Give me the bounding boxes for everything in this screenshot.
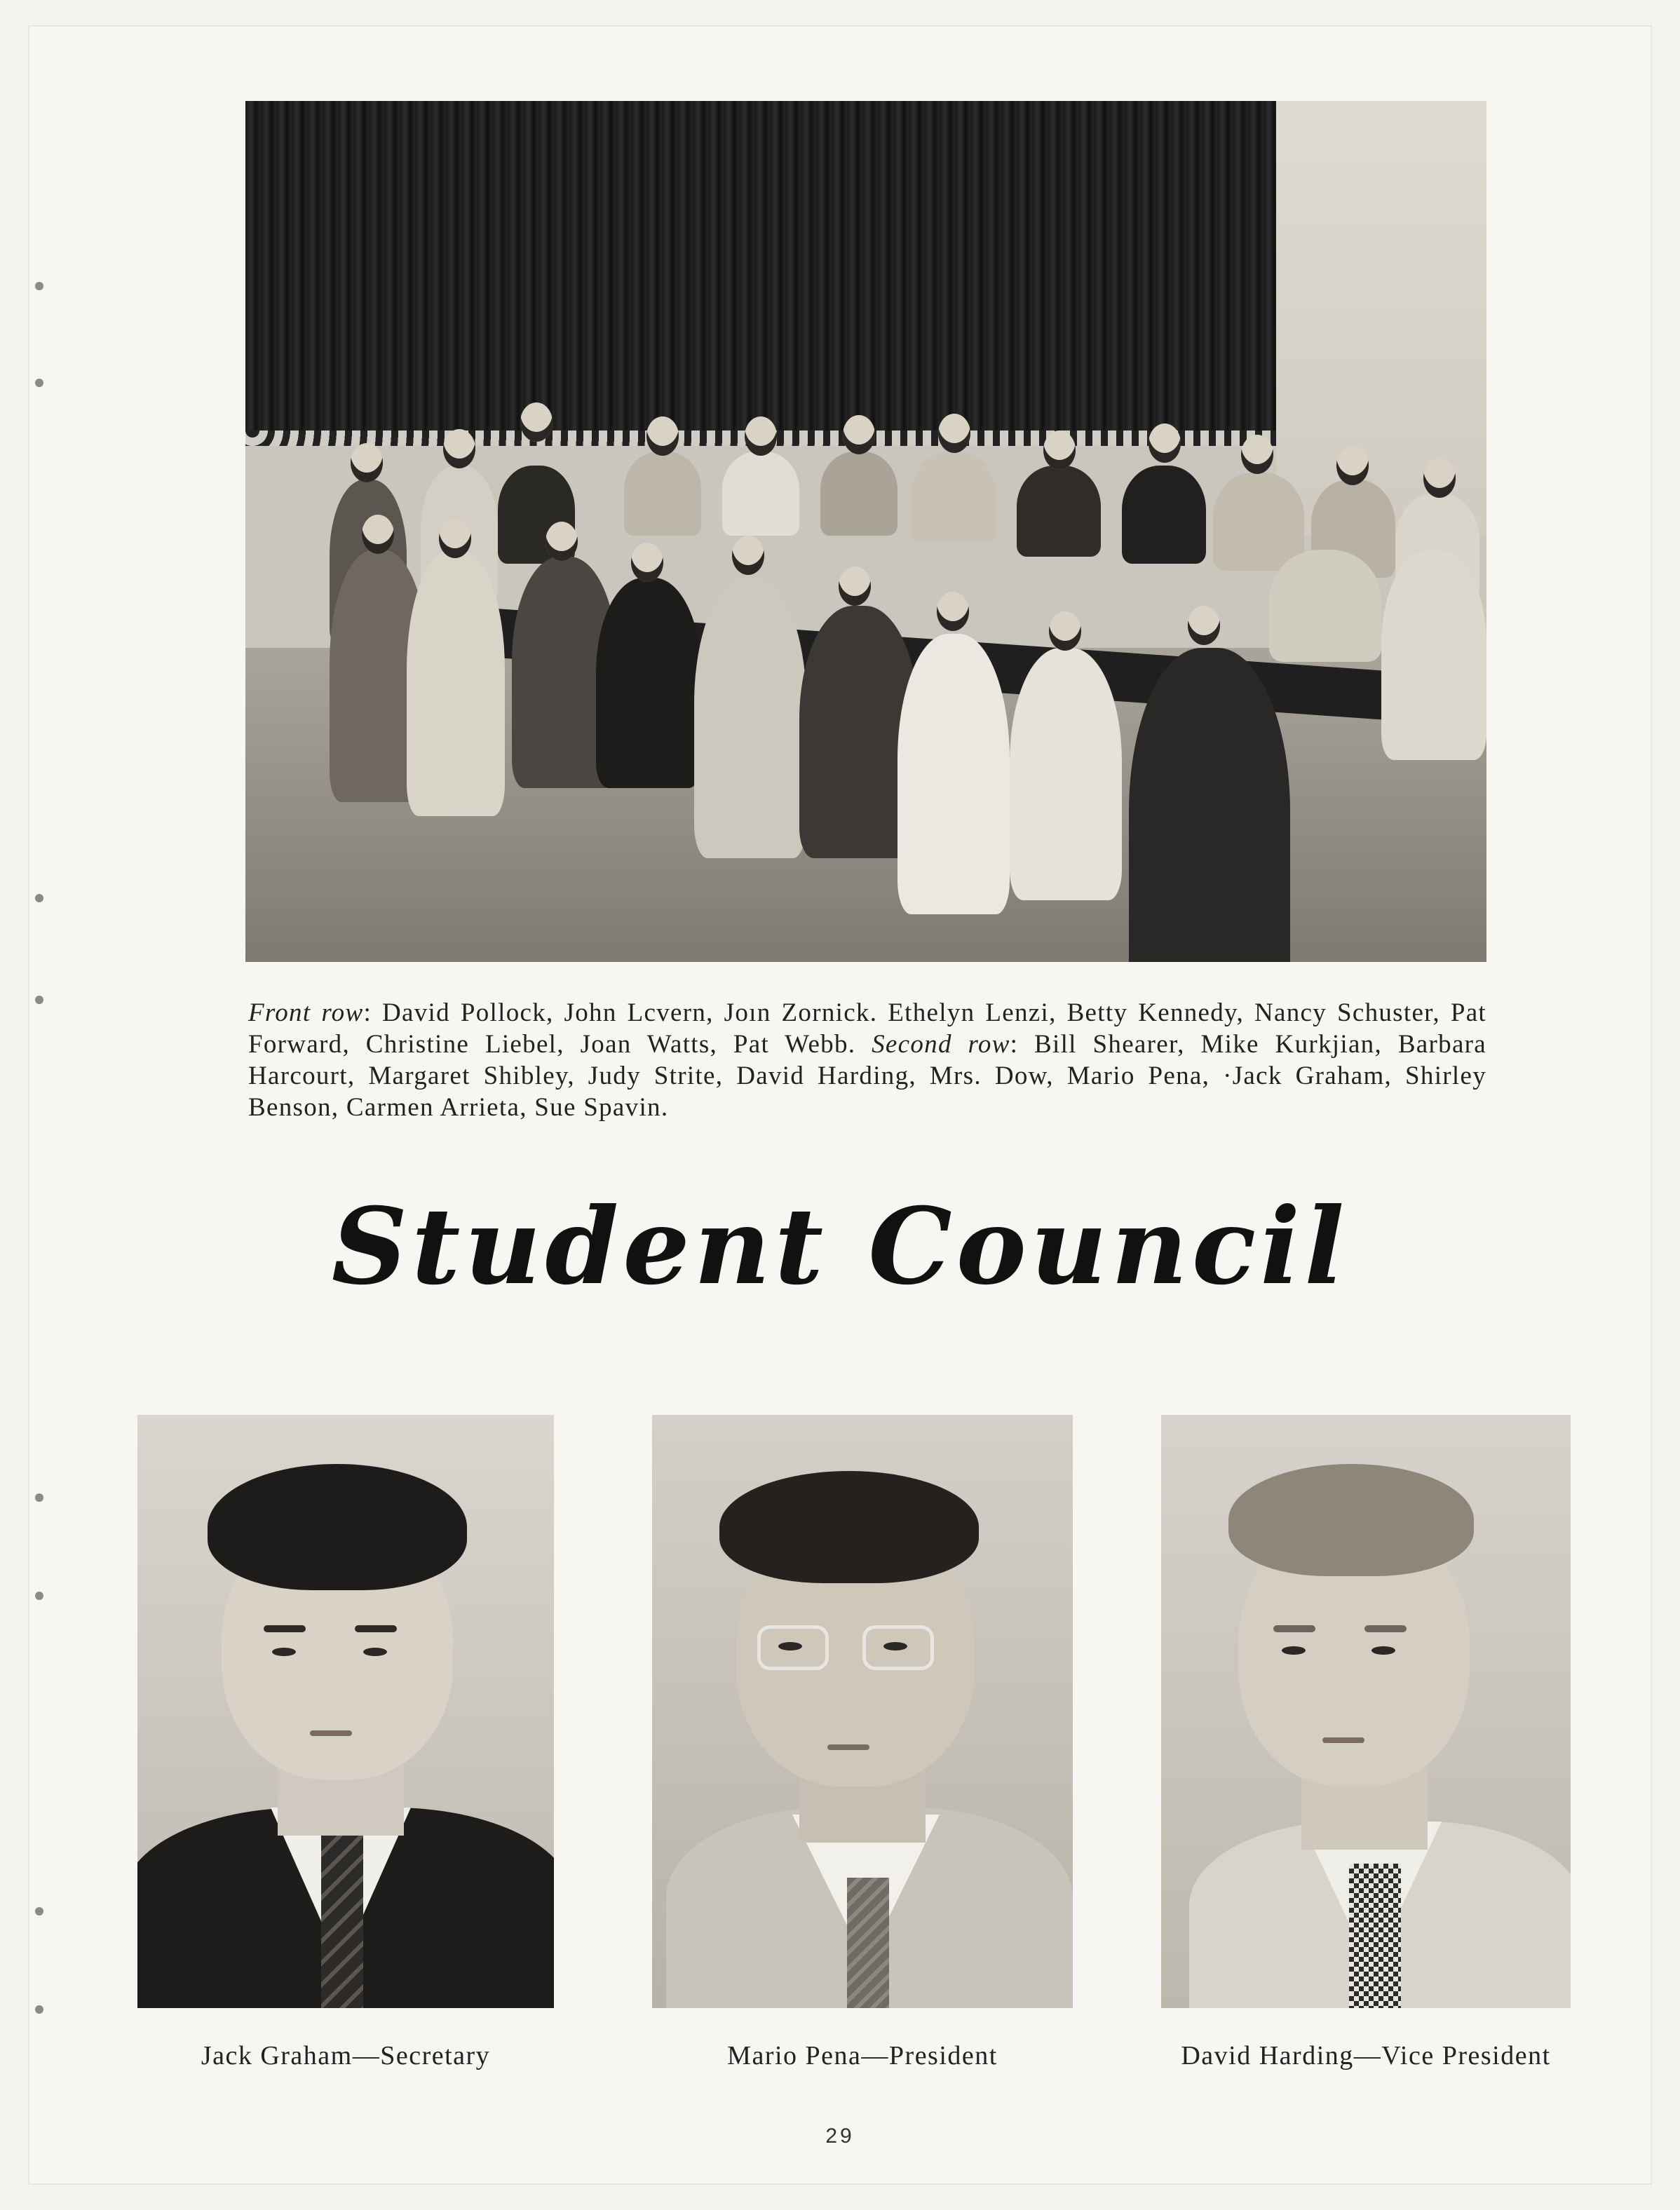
- student-head: [1188, 606, 1220, 645]
- student-figure: [596, 578, 701, 788]
- back-wall: [1276, 101, 1486, 536]
- student-figure: [407, 550, 505, 816]
- second-row-names: : Bill Shearer, Mike Kurkjian, Barbara Harcourt, Margaret Shibley, Judy Strite, David Harding, Mrs. Dow, Mario Pena, ·Jack Graham, Shirley Benson, Carmen Arrieta, Sue Spavin.: [248, 1030, 1487, 1122]
- officer-name: Jack Graham—Secretary: [201, 2041, 491, 2070]
- second-row-label: Second row: [872, 1030, 1010, 1059]
- student-head: [732, 536, 764, 575]
- student-figure: [1269, 550, 1381, 662]
- student-head: [439, 519, 471, 558]
- page-number: 29: [825, 2124, 855, 2148]
- student-figure: [694, 578, 806, 858]
- student-head: [937, 592, 969, 631]
- student-head: [1149, 423, 1181, 463]
- student-figure: [1017, 466, 1101, 557]
- student-head: [646, 416, 679, 456]
- binder-hole: [35, 996, 43, 1004]
- student-head: [1336, 446, 1369, 485]
- student-head: [631, 543, 663, 582]
- group-photo: [245, 101, 1486, 962]
- officer-name: Mario Pena—President: [727, 2041, 998, 2070]
- front-row-label: Front row: [248, 998, 364, 1027]
- student-figure: [912, 452, 996, 543]
- portrait-photo: [137, 1415, 554, 2008]
- student-figure: [1129, 648, 1290, 962]
- student-head: [1241, 435, 1273, 474]
- student-head: [839, 567, 871, 606]
- binder-hole: [35, 894, 43, 902]
- student-head: [546, 522, 578, 561]
- binder-hole: [35, 282, 43, 290]
- student-figure: [897, 634, 1010, 914]
- student-figure: [722, 452, 799, 536]
- binder-hole: [35, 1493, 43, 1502]
- front-row-names: : David Pollock, John Lcvern, Joın Zornick. Ethelyn Lenzi, Betty Kennedy, Nancy Schuster, Pat Forward, Christine Liebel, Joan Watts, Pat Webb.: [248, 998, 1487, 1059]
- binder-hole: [35, 1907, 43, 1916]
- portrait-photo: [1161, 1415, 1571, 2008]
- student-head: [1043, 431, 1076, 470]
- student-figure: [1381, 550, 1486, 760]
- binder-hole: [35, 2005, 43, 2014]
- student-figure: [820, 452, 897, 536]
- student-head: [1049, 611, 1081, 651]
- student-head: [520, 402, 553, 442]
- student-head: [745, 416, 777, 456]
- student-figure: [624, 452, 701, 536]
- student-head: [843, 415, 875, 454]
- officer-name: David Harding—Vice President: [1181, 2041, 1551, 2070]
- binder-hole: [35, 379, 43, 387]
- binder-hole: [35, 1592, 43, 1600]
- student-head: [938, 414, 970, 453]
- student-figure: [1213, 473, 1304, 571]
- student-head: [1423, 459, 1456, 498]
- student-head: [443, 429, 475, 468]
- student-head: [351, 443, 383, 482]
- photo-caption: [248, 997, 1486, 1123]
- page-title: Student Council: [331, 1185, 1349, 1308]
- student-figure: [1010, 648, 1122, 900]
- student-figure: [1122, 466, 1206, 564]
- portrait-photo: [652, 1415, 1073, 2008]
- stage-curtain: [245, 101, 1276, 436]
- student-head: [362, 515, 394, 554]
